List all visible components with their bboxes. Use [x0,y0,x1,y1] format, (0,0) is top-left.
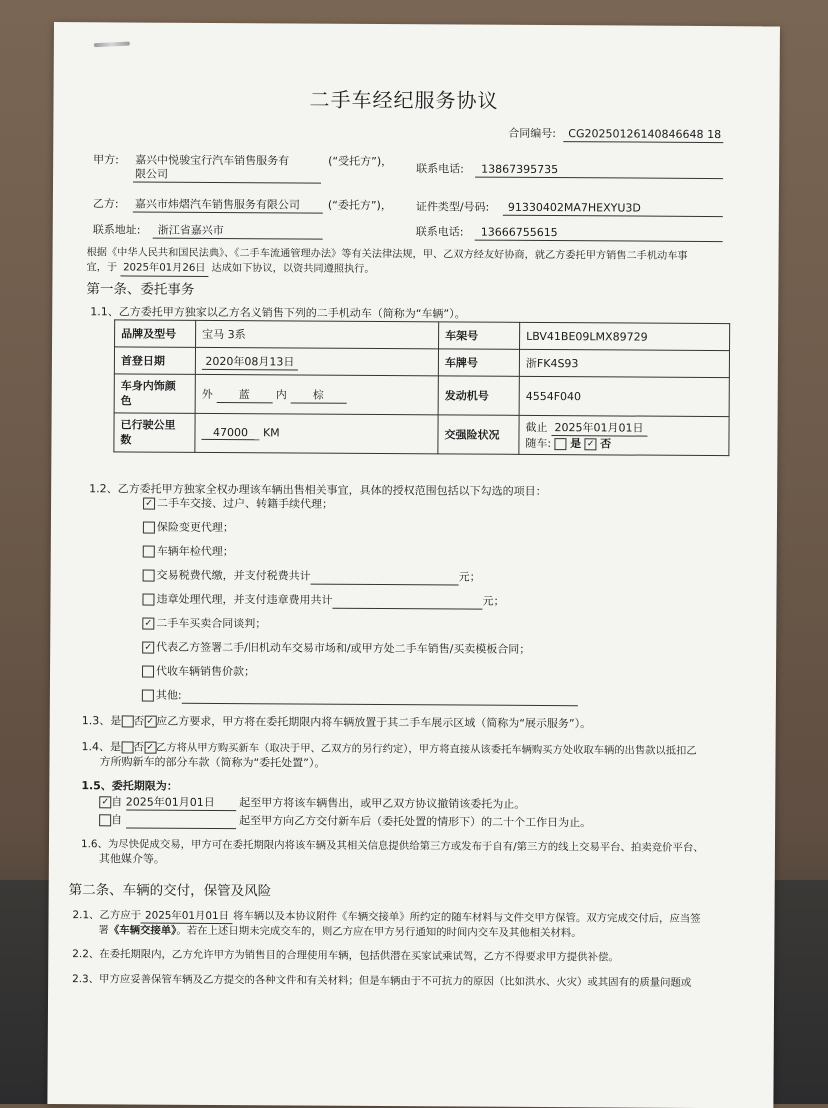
clause-2-1-form: 《车辆交接单》 [108,924,177,937]
ins-until-date: 2025年01月01日 [551,420,647,437]
authorization-label: 代表乙方签署二手/旧机动车交易市场和/或甲方处二手车销售/买卖模板合同； [156,640,531,656]
ins-yes-checkbox[interactable] [555,438,567,450]
party-b-addr-label: 联系地址: [92,223,141,237]
reg-cell [195,347,438,375]
section-1-title: 第一条、委托事务 [86,281,195,298]
contract-no: CG20250126140846648 18 [568,127,722,142]
party-a-tel-underline [475,177,723,180]
clause-1-4-yes-checkbox[interactable] [121,741,133,753]
authorization-label: 其他: [155,688,182,702]
intro-line-1: 根据《中华人民共和国民法典》、《二手车流通管理办法》等有关法律法规，甲、乙双方经友好协商，就乙方委托甲方销售二手机动车事 [86,247,688,262]
section-2-title: 第二条、车辆的交付，保管及风险 [68,882,272,900]
ins-no-label: 否 [600,436,612,450]
clause-1-6-line-1: 1.6、为尽快促成交易，甲方可在委托期限内将该车辆及其相关信息提供给第三方或发布于自有/第三方的线上交易平台、拍卖竞价平台、 [80,838,704,854]
plate-label: 车牌号 [438,349,519,376]
clause-1-4-text: 乙方将从甲方购买新车（取决于甲、乙双方的另行约定），甲方将直接从该委托车辆购买方处收取车辆的出售款以抵扣乙 [156,741,697,757]
ins-with-car: 随车: [525,436,552,450]
contract-no-underline [563,141,723,143]
clause-1-2: 1.2、乙方委托甲方独家全权办理该车辆出售相关事宜，具体的授权范围包括以下勾选的项目： [89,482,547,499]
clause-1-5-b-text: 起至甲方向乙方交付新车后（委托处置的情形下）的二十个工作日为止。 [239,814,592,830]
party-a-name-2: 限公司 [135,167,169,181]
clause-1-3-yes-checkbox[interactable] [121,715,133,727]
authorization-checkbox[interactable] [142,594,154,606]
party-a-role: (“受托方”)， [328,154,393,169]
authorization-blank[interactable] [311,570,459,586]
authorization-label: 保险变更代理； [156,520,234,535]
authorization-item [142,593,504,610]
authorization-label: 二手车买卖合同谈判； [156,616,267,631]
mileage-label-2: 数 [120,433,132,447]
authorization-item [143,497,333,512]
clause-1-4-text-2: 方所购新车的部分车款（简称为“委托处置”）。 [99,755,326,770]
authorization-item [143,569,481,586]
mileage-value: 47000 [201,426,259,440]
mileage-label [114,413,195,452]
doc-title: 二手车经纪服务协议 [309,87,499,113]
authorization-label: 交易税费代缴，并支付税费共计 [156,568,311,583]
party-b-underline [133,211,323,213]
authorization-checkbox[interactable] [142,666,154,678]
table-row [114,413,729,456]
clause-1-5-a-date: 2025年01月01日 [126,795,236,811]
authorization-item [142,617,266,632]
clause-2-1-rest: 。若在上述日期未完成交车的，则乙方应在甲方另行通知的时间内交车及其他相关材料。 [176,924,582,940]
color-in-prefix: 内 [275,387,287,401]
clause-1-5-a [99,795,525,813]
vin-label: 车架号 [439,322,520,349]
authorization-label: 代收车辆销售价款； [155,664,256,679]
clause-1-1: 1.1、乙方委托甲方独家以乙方名义销售下列的二手机动车（简称为“车辆”）。 [90,305,466,321]
engine-value: 4554F040 [519,376,729,416]
intro-line-2 [86,261,374,278]
party-b-label: 乙方: [92,197,119,211]
authorization-checkbox[interactable] [143,546,155,558]
table-row [115,320,730,351]
mileage-cell [195,413,438,453]
vin-value: LBV41BE09LMX89729 [520,322,730,350]
authorization-item [143,521,234,536]
clause-1-3-yes: 1.3、是 [81,714,122,728]
clause-1-5-title: 1.5、委托期限为： [81,779,178,793]
plate-value: 浙FK4S93 [519,349,729,377]
authorization-suffix: 元； [482,594,505,608]
clause-1-5-a-prefix: 自 [111,795,123,809]
clause-1-5-a-checkbox[interactable]: ✓ [99,796,111,808]
authorization-label: 违章处理代理，并支付违章费用共计 [156,592,333,607]
authorization-checkbox[interactable] [142,690,154,702]
clause-2-1-sign: 署 [98,924,109,937]
brand-value: 宝马 3系 [196,320,439,348]
authorization-label: 二手车交接、过户、转籍手续代理； [157,496,334,511]
authorization-item [143,545,234,560]
authorization-blank[interactable] [332,594,482,610]
authorization-checkbox[interactable] [143,522,155,534]
clause-2-1-prefix: 2.1、乙方应于 [72,909,142,922]
party-a-name-1: 嘉兴中悦骏宝行汽车销售服务有 [135,153,290,168]
color-label [114,374,195,413]
color-label-1: 车身内饰颜 [120,379,176,393]
insurance-label: 交强险状况 [438,415,519,454]
authorization-item [142,641,530,657]
party-a-tel-label: 联系电话: [416,162,464,176]
authorization-suffix: 元； [458,570,481,584]
table-row [114,374,729,417]
party-b-role: (“委托方”)， [327,198,392,213]
clause-2-1-date: 2025年01月01日 [141,909,233,925]
party-a-tel: 13867395735 [481,162,559,177]
table-row [114,347,729,378]
authorization-checkbox[interactable]: ✓ [142,618,154,630]
party-b-id-underline [503,215,723,217]
party-b-tel-underline [475,240,723,243]
clause-1-4-no-checkbox[interactable]: ✓ [144,742,156,754]
party-b-name: 嘉兴市炜熠汽车销售服务有限公司 [134,197,300,212]
engine-label: 发动机号 [438,376,519,415]
authorization-checkbox[interactable]: ✓ [142,642,154,654]
party-b-tel-label: 联系电话: [415,225,464,239]
staple [94,42,130,48]
ins-until-prefix: 截止 [525,420,548,434]
clause-1-5-b-checkbox[interactable] [99,814,111,826]
color-label-2: 色 [120,394,132,408]
clause-2-3: 2.3、甲方应妥善保管车辆及乙方提交的各种文件和有关材料；但是车辆由于不可抗力的原因（比如洪水、火灾）或其固有的质量问题或 [72,973,692,989]
party-b-id-label: 证件类型/号码: [415,200,490,214]
party-b-id: 91330402MA7HEXYU3D [507,200,641,215]
authorization-checkbox[interactable]: ✓ [143,498,155,510]
clause-1-4-no: 否 [133,740,145,754]
color-out-value: 蓝 [216,385,272,402]
authorization-blank[interactable] [182,689,578,706]
party-b-addr: 浙江省嘉兴市 [157,223,224,238]
party-b-tel: 13666755615 [480,225,558,240]
authorization-item [142,665,255,680]
clause-1-4-yes: 1.4、是 [81,740,122,754]
clause-2-2: 2.2、在委托期限内，乙方允许甲方为销售目的合理使用车辆，包括供潜在买家试乘试驾，乙方不得要求甲方提供补偿。 [72,948,619,964]
clause-1-3-text: 应乙方要求，甲方将在委托期限内将车辆放置于其二手车展示区域（简称为“展示服务”）。 [156,714,592,731]
contract-page [47,22,780,1108]
party-a-underline [133,181,321,183]
clause-1-5-b-date-blank[interactable] [126,813,236,829]
clause-1-5-b [99,813,591,831]
color-cell [195,374,438,414]
ins-no-checkbox[interactable]: ✓ [585,438,597,450]
clause-1-5-b-prefix: 自 [111,813,123,827]
clause-1-3-no-checkbox[interactable]: ✓ [144,716,156,728]
intro-prefix: 宜，于 [86,262,118,274]
authorization-item [142,689,578,707]
intro-suffix: 达成如下协议，以资共同遵照执行。 [211,262,375,275]
clause-1-5-a-text: 起至甲方将该车辆售出，或甲乙双方协议撤销该委托为止。 [239,796,526,811]
reg-label: 首登日期 [114,347,195,374]
ins-yes-label: 是 [570,436,582,450]
insurance-cell [519,415,729,455]
mileage-unit: KM [262,426,280,440]
reg-value: 2020年08月13日 [202,352,298,370]
color-out-prefix: 外 [201,387,213,401]
clause-2-1-line-2 [98,923,581,940]
clause-2-1-text: 将车辆以及本协议附件《车辆交接单》所约定的随车材料与文件交甲方保管。双方完成交付后，应当签 [232,910,701,925]
clause-1-6-line-2: 其他媒介等。 [98,852,165,866]
authorization-label: 车辆年检代理； [156,544,234,559]
brand-label: 品牌及型号 [115,320,196,347]
intro-date: 2025年01月26日 [120,261,208,277]
mileage-label-1: 已行驶公里 [120,418,176,432]
party-a-label: 甲方: [93,153,119,167]
clause-1-3-no: 否 [133,714,145,728]
color-in-value: 棕 [290,386,346,403]
party-b-addr-underline [153,238,323,240]
vehicle-table [113,319,730,456]
authorization-checkbox[interactable] [143,570,155,582]
contract-no-label: 合同编号: [508,126,557,141]
clause-1-3 [82,714,591,731]
